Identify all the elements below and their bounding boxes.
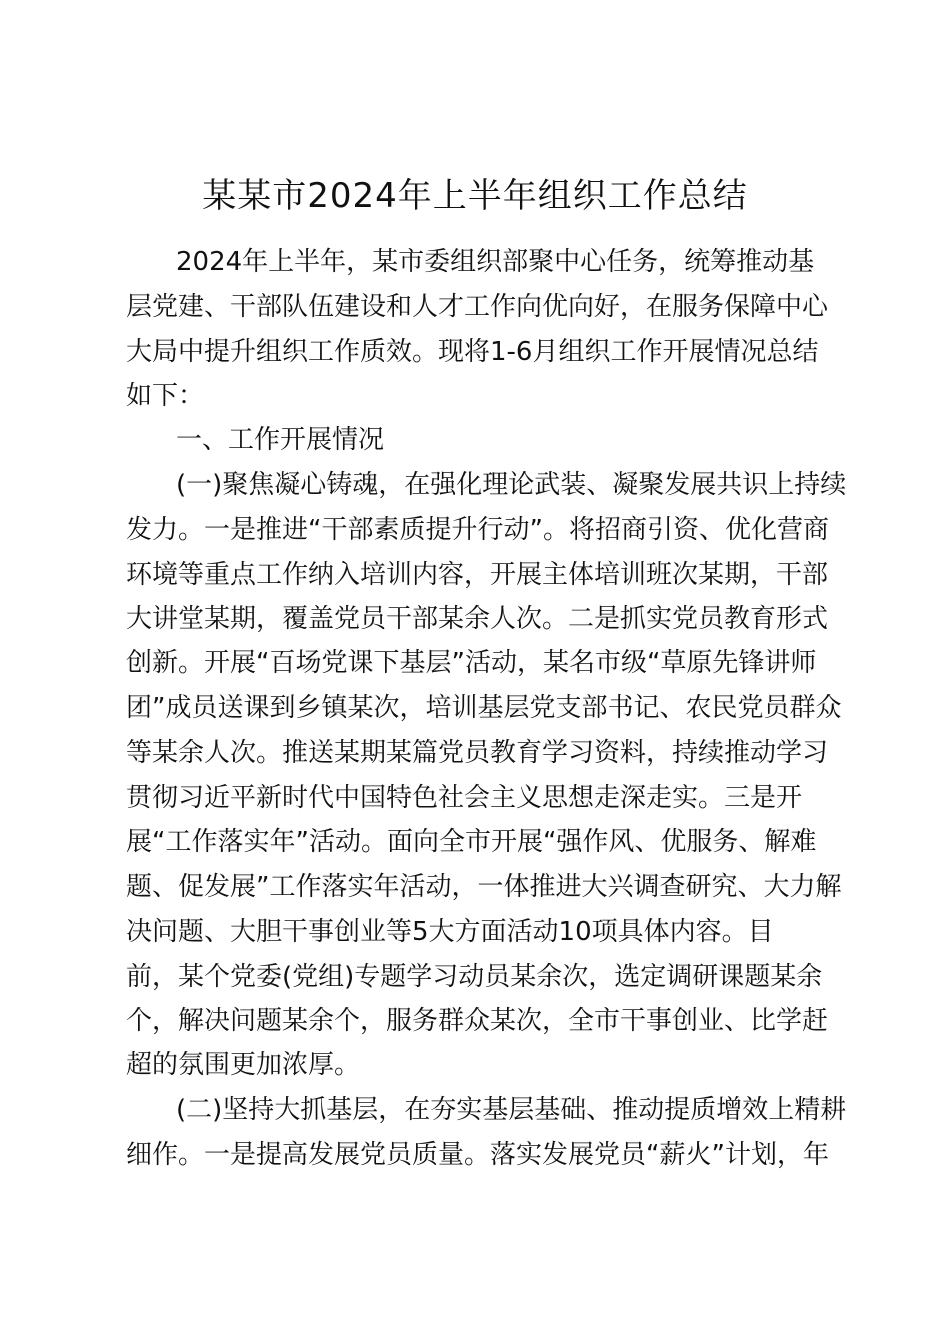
- paragraph-line: 创新。开展“百场党课下基层”活动，某名市级“草原先锋讲师: [126, 648, 817, 678]
- paragraph-line: 细作。一是提高发展党员质量。落实发展党员“薪火”计划，年: [126, 1140, 829, 1170]
- paragraph-line: 展“工作落实年”活动。面向全市开展“强作风、优服务、解难: [126, 827, 817, 857]
- paragraph-line: 层党建、干部队伍建设和人才工作向优向好，在服务保障中心: [126, 292, 829, 322]
- paragraph-line: (二)坚持大抓基层，在夯实基层基础、推动提质增效上精耕: [176, 1095, 847, 1125]
- paragraph-line: 个，解决问题某余个，服务群众某次，全市干事创业、比学赶: [126, 1006, 829, 1036]
- paragraph-line: 环境等重点工作纳入培训内容，开展主体培训班次某期，干部: [126, 560, 829, 590]
- paragraph-line: (一)聚焦凝心铸魂，在强化理论武装、凝聚发展共识上持续: [176, 470, 847, 500]
- paragraph-line: 如下：: [126, 381, 205, 411]
- paragraph-line: 2024年上半年，某市委组织部聚中心任务，统筹推动基: [176, 247, 815, 277]
- paragraph-line: 发力。一是推进“干部素质提升行动”。将招商引资、优化营商: [126, 515, 829, 545]
- paragraph-line: 大局中提升组织工作质效。现将1-6月组织工作开展情况总结: [126, 337, 819, 367]
- paragraph-line: 决问题、大胆干事创业等5大方面活动10项具体内容。目: [126, 917, 774, 947]
- paragraph-line: 前，某个党委(党组)专题学习动员某余次，选定调研课题某余: [126, 962, 823, 992]
- paragraph-line: 等某余人次。推送某期某篇党员教育学习资料，持续推动学习: [126, 738, 829, 768]
- section-heading: 一、工作开展情况: [176, 425, 385, 455]
- paragraph-line: 团”成员送课到乡镇某次，培训基层党支部书记、农民党员群众: [126, 693, 842, 723]
- paragraph-line: 大讲堂某期，覆盖党员干部某余人次。二是抓实党员教育形式: [126, 604, 829, 634]
- paragraph-line: 贯彻习近平新时代中国特色社会主义思想走深走实。三是开: [126, 783, 803, 813]
- document-title: 某某市2024年上半年组织工作总结: [202, 176, 748, 216]
- paragraph-line: 题、促发展”工作落实年活动，一体推进大兴调查研究、大力解: [126, 872, 842, 902]
- paragraph-line: 超的氛围更加浓厚。: [126, 1050, 361, 1080]
